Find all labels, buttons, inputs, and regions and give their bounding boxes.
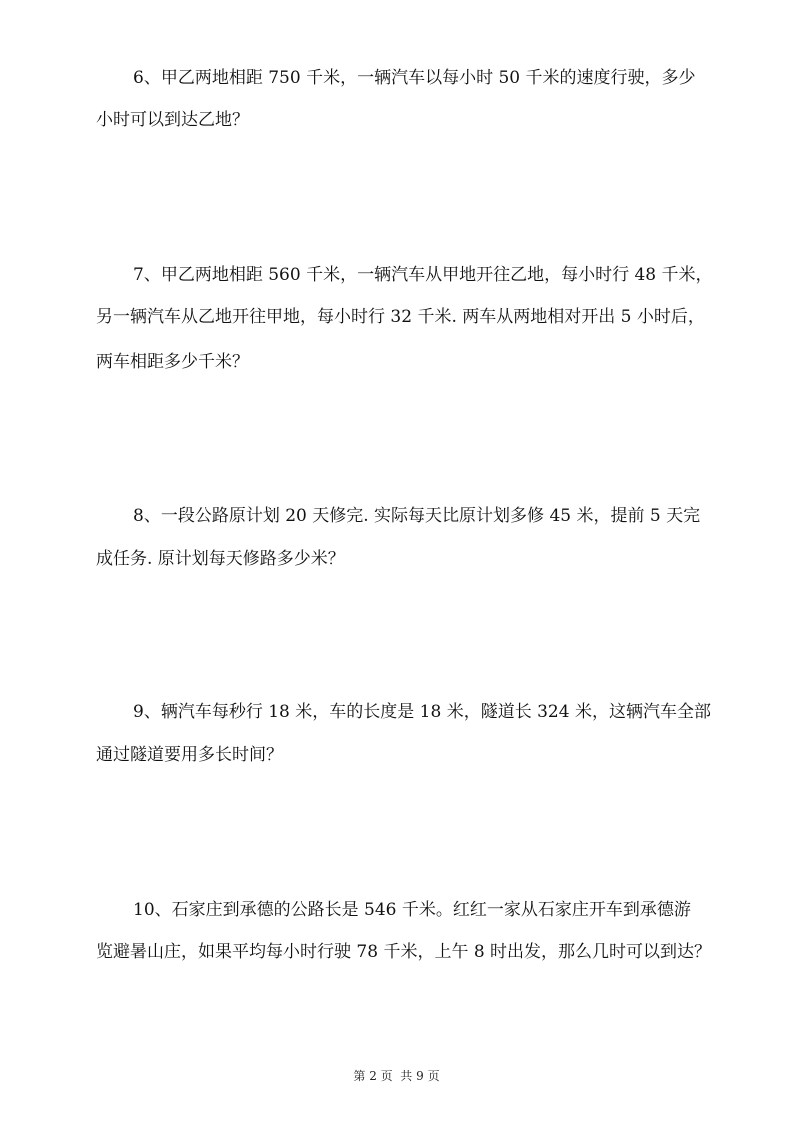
question-7-line-3: 两车相距多少千米？ [96, 352, 249, 372]
question-10-line-2: 览避暑山庄，如果平均每小时行驶 78 千米，上午 8 时出发，那么几时可以到达？ [96, 942, 712, 962]
question-8-line-1: 8、一段公路原计划 20 天修完. 实际每天比原计划多修 45 米，提前 5 天完 [133, 506, 701, 526]
question-9-line-2: 通过隧道要用多长时间？ [96, 745, 283, 765]
question-7-line-1: 7、甲乙两地相距 560 千米，一辆汽车从甲地开往乙地，每小时行 48 千米， [133, 265, 713, 285]
question-6-line-1: 6、甲乙两地相距 750 千米，一辆汽车以每小时 50 千米的速度行驶，多少 [133, 68, 696, 88]
question-10-line-1: 10、石家庄到承德的公路长是 546 千米。红红一家从石家庄开车到承德游 [133, 900, 691, 920]
question-9-line-1: 9、辆汽车每秒行 18 米，车的长度是 18 米，隧道长 324 米，这辆汽车全部 [133, 702, 711, 722]
question-7-line-2: 另一辆汽车从乙地开往甲地，每小时行 32 千米. 两车从两地相对开出 5 小时后， [96, 307, 705, 327]
question-8-line-2: 成任务. 原计划每天修路多少米？ [96, 549, 345, 569]
question-6-line-2: 小时可以到达乙地？ [96, 110, 249, 130]
page-footer: 第 2 页 共 9 页 [353, 1069, 440, 1083]
